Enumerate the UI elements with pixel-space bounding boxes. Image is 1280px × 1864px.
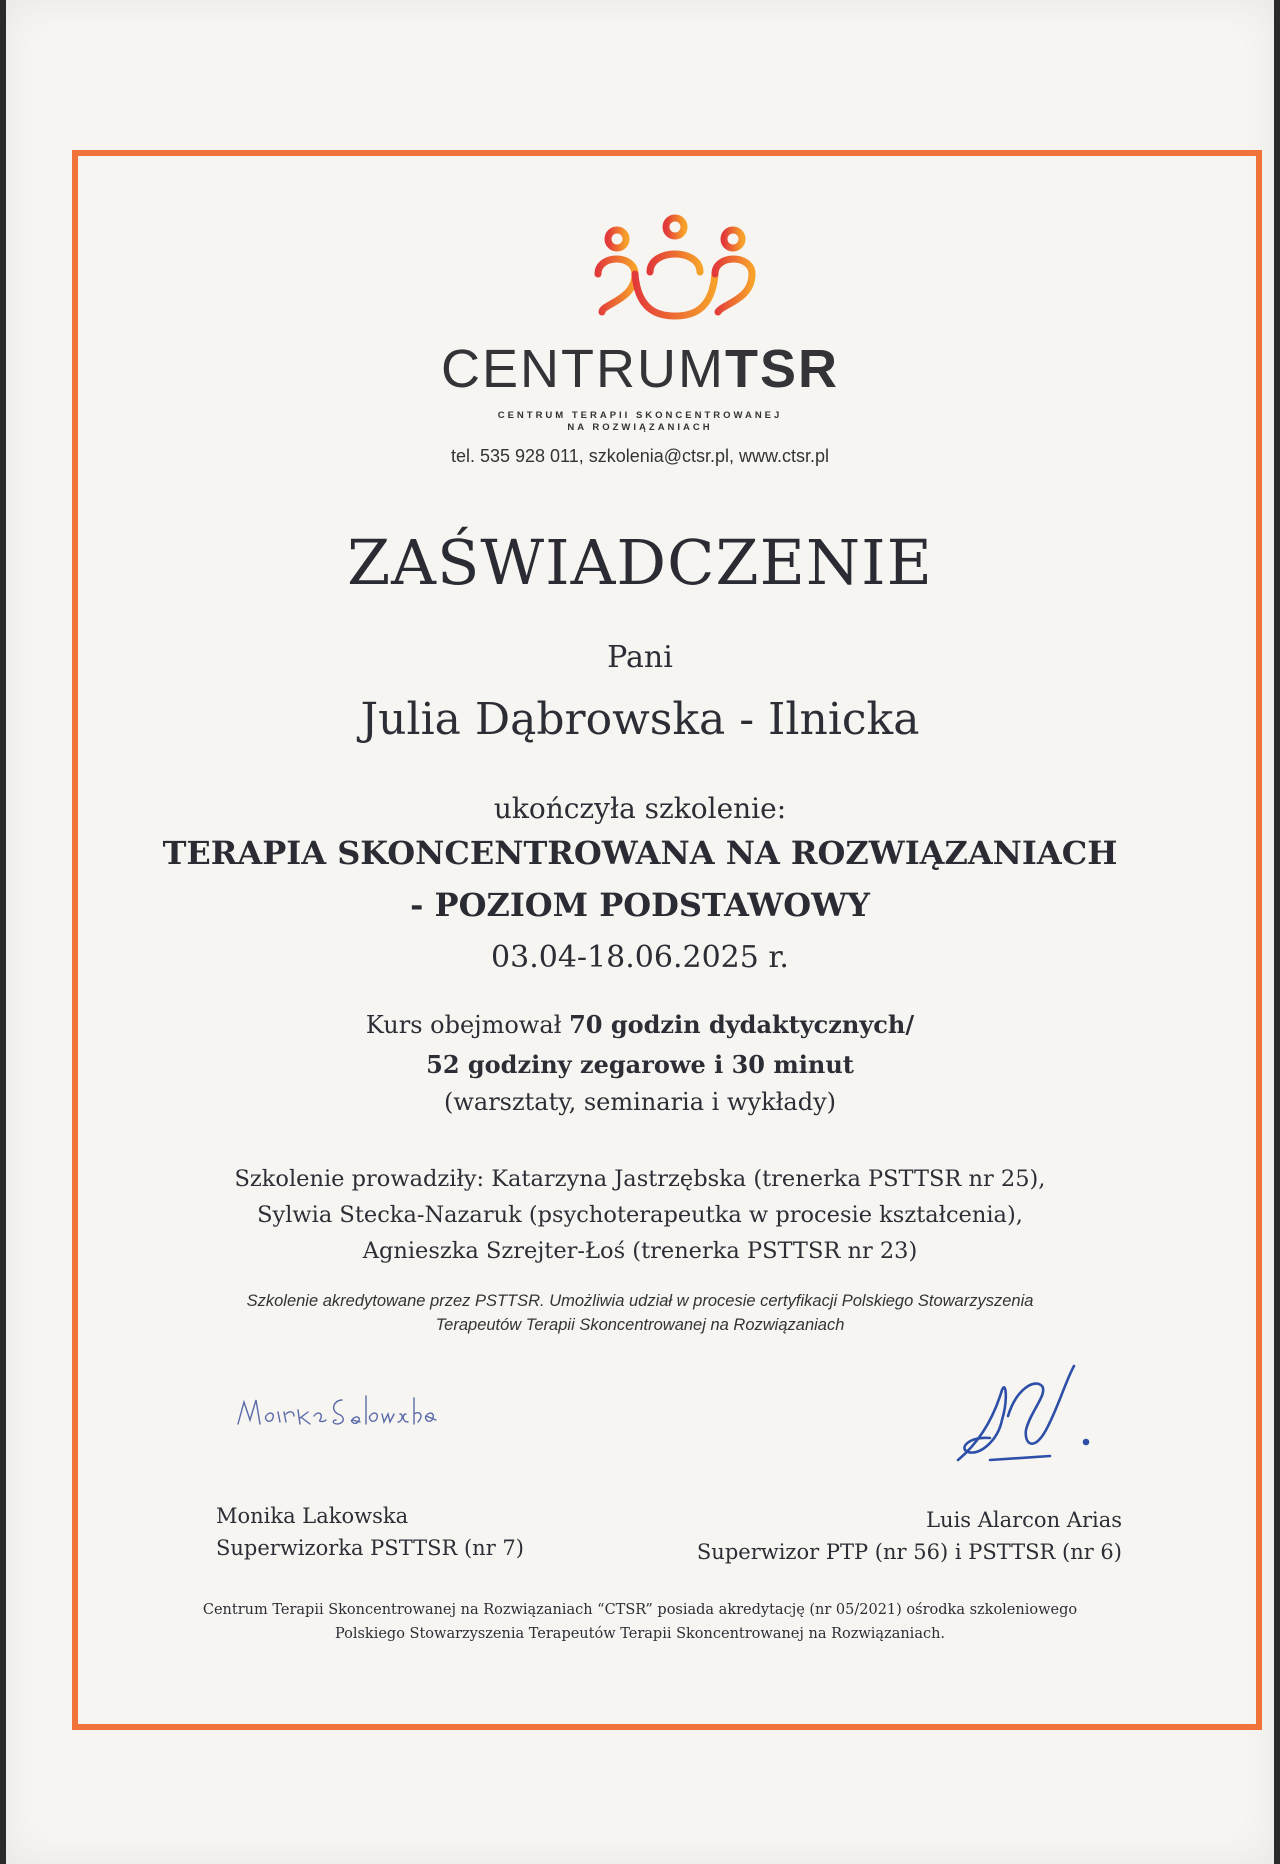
course-title-line2: - POZIOM PODSTAWOWY — [410, 886, 870, 924]
salutation: Pani — [607, 640, 673, 675]
accreditation-line2: Terapeutów Terapii Skoncentrowanej na Rozwiązaniach — [435, 1316, 845, 1334]
logo-word-light: CENTRUM — [441, 339, 725, 399]
logo-word-bold: TSR — [724, 339, 839, 399]
right-signatory-name: Luis Alarcon Arias — [926, 1508, 1122, 1532]
logo-wordmark — [0, 338, 1280, 400]
footer-line2: Polskiego Stowarzyszenia Terapeutów Terapii Skoncentrowanej na Rozwiązaniach. — [334, 1626, 946, 1642]
three-people-icon — [590, 212, 760, 322]
footer-line1: Centrum Terapii Skoncentrowanej na Rozwiązaniach “CTSR” posiada akredytację (nr 05/2021) ośrodka szkoleniowego — [202, 1602, 1078, 1618]
trainers-line1: Szkolenie prowadziły: Katarzyna Jastrzębska (trenerka PSTTSR nr 25), — [234, 1166, 1046, 1192]
hours-note: (warsztaty, seminaria i wykłady) — [443, 1088, 836, 1116]
hours-line2 — [0, 1050, 1280, 1079]
hours-clock: 52 godziny zegarowe i 30 minut — [426, 1050, 854, 1079]
signature-right — [950, 1360, 1100, 1470]
logo-subtitle-line2: NA ROZWIĄZANIACH — [567, 422, 713, 433]
hours-prefix: Kurs obejmował — [365, 1011, 570, 1039]
trainers-line3: Agnieszka Szrejter-Łoś (trenerka PSTTSR nr 23) — [362, 1238, 918, 1264]
course-dates: 03.04-18.06.2025 r. — [491, 940, 789, 975]
recipient-name: Julia Dąbrowska - Ilnicka — [360, 694, 920, 745]
signature-left — [234, 1386, 454, 1434]
logo-subtitle-line1: CENTRUM TERAPII SKONCENTROWANEJ — [497, 410, 783, 421]
left-signatory-name: Monika Lakowska — [216, 1504, 409, 1528]
accreditation-line1: Szkolenie akredytowane przez PSTTSR. Umożliwia udział w procesie certyfikacji Polskiego Stowarzyszenia — [246, 1292, 1034, 1310]
hours-didactic: 70 godzin dydaktycznych/ — [569, 1010, 915, 1039]
certificate-title: ZAŚWIADCZENIE — [347, 526, 933, 599]
completed-label: ukończyła szkolenie: — [493, 792, 787, 825]
hours-line1 — [0, 1010, 1280, 1039]
course-title-line1: TERAPIA SKONCENTROWANA NA ROZWIĄZANIACH — [162, 834, 1118, 872]
contact-info: tel. 535 928 011, szkolenia@ctsr.pl, www.ctsr.pl — [450, 446, 830, 466]
left-signatory-role: Superwizorka PSTTSR (nr 7) — [216, 1536, 524, 1560]
trainers-line2: Sylwia Stecka-Nazaruk (psychoterapeutka w procesie kształcenia), — [257, 1202, 1023, 1228]
right-signatory-role: Superwizor PTP (nr 56) i PSTTSR (nr 6) — [696, 1540, 1122, 1564]
